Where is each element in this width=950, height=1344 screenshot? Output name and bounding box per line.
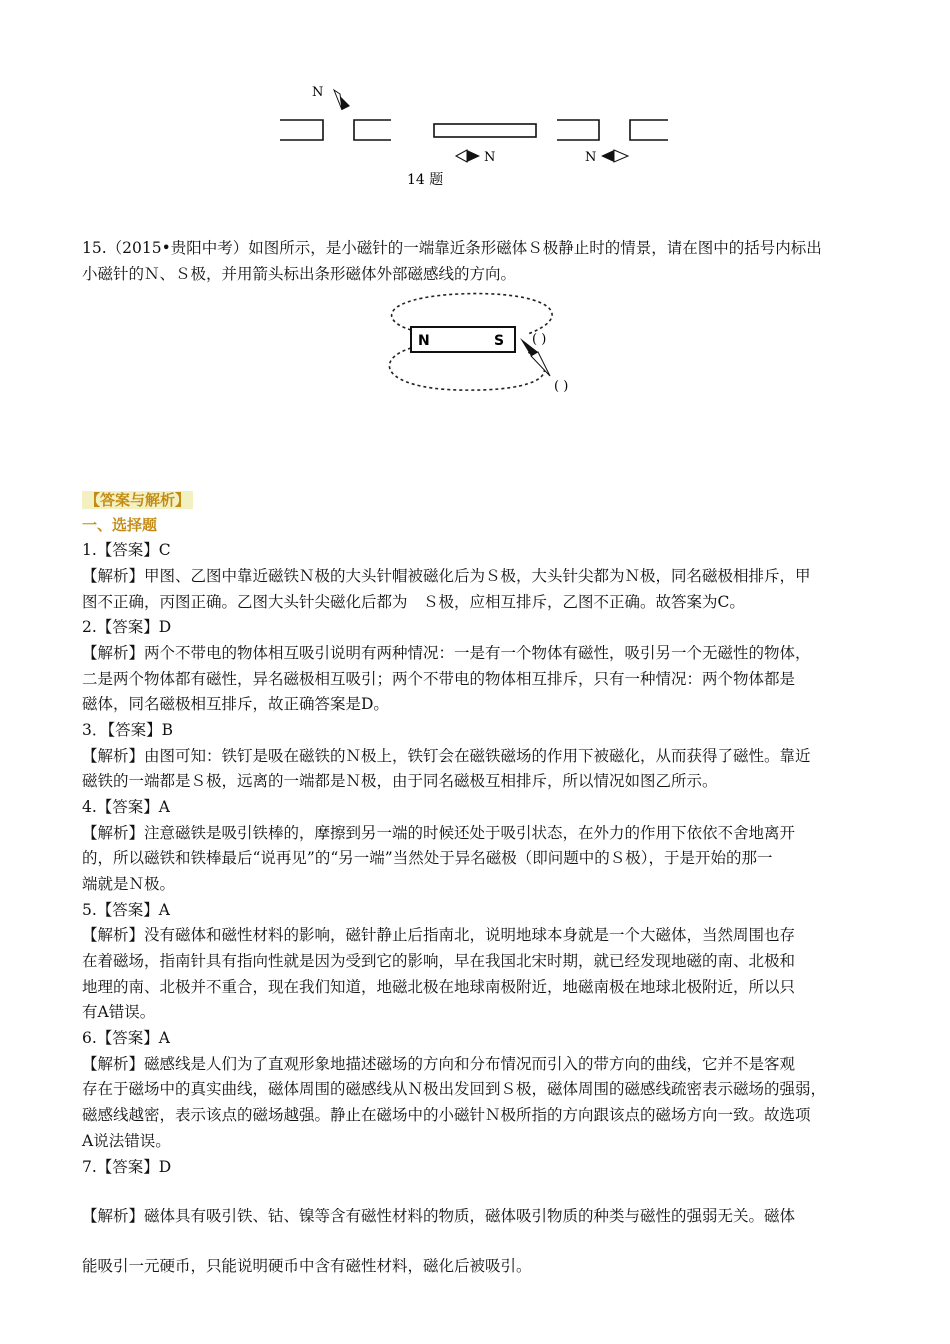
magnet-left-a — [280, 120, 323, 140]
answer-line-13: 的，所以磁铁和铁棒最后“说再见”的“另一端”当然处于异名磁极（即问题中的Ｓ极），于是开始的那一 — [82, 849, 773, 867]
magnet-s-label: S — [494, 333, 505, 349]
label-n-right: N — [585, 150, 597, 165]
figure-15 — [378, 290, 578, 400]
answer-line-9: 【解析】由图可知：铁钉是吸在磁铁的Ｎ极上，铁钉会在磁铁磁场的作用下被磁化，从而获得了磁性。靠近 — [82, 747, 811, 765]
answer-line-21: 【解析】磁感线是人们为了直观形象地描述磁场的方向和分布情况而引入的带方向的曲线，它并不是客观 — [82, 1055, 796, 1073]
answer-line-7: 磁体，同名磁极相互排斥，故正确答案是D。 — [82, 695, 389, 713]
section-title: 一、选择题 — [82, 516, 158, 534]
answer-line-5: 【解析】两个不带电的物体相互吸引说明有两种情况：一是有一个物体有磁性，吸引另一个无磁性的物体， — [82, 644, 811, 662]
answer-line-18: 地理的南、北极并不重合，现在我们知道，地磁北极在地球南极附近，地磁南极在地球北极附近，所以只 — [82, 978, 796, 996]
answer-line-27: 能吸引一元硬币，只能说明硬币中含有磁性材料，磁化后被吸引。 — [82, 1257, 532, 1275]
answer-line-25: 7.【答案】D — [82, 1158, 172, 1176]
magnet-n-label: N — [418, 333, 430, 349]
q15-line-2: 小磁针的Ｎ、Ｓ极，并用箭头标出条形磁体外部磁感线的方向。 — [82, 265, 517, 283]
magnet-right-b — [630, 120, 668, 140]
magnet-left-b — [354, 120, 391, 140]
answer-line-6: 二是两个物体都有磁性，异名磁极相互吸引；两个不带电的物体相互排斥，只有一种情况：两个物体都是 — [82, 670, 796, 688]
answer-line-12: 【解析】注意磁铁是吸引铁棒的，摩擦到另一端的时候还处于吸引状态，在外力的作用下依依不舍地离开 — [82, 824, 796, 842]
answer-line-16: 【解析】没有磁体和磁性材料的影响，磁针静止后指南北，说明地球本身就是一个大磁体，当然周围也存 — [82, 926, 796, 944]
answer-line-22: 存在于磁场中的真实曲线，磁体周围的磁感线从Ｎ极出发回到Ｓ极，磁体周围的磁感线疏密表示磁场的强弱， — [82, 1080, 827, 1098]
bracket-top: ( ) — [532, 332, 547, 347]
label-n-top: N — [312, 85, 324, 100]
magnet-middle — [434, 124, 536, 137]
q15-line-1: 15.（2015•贵阳中考）如图所示，是小磁针的一端靠近条形磁体Ｓ极静止时的情景，请在图中的括号内标出 — [82, 239, 822, 257]
answer-line-20: 6.【答案】A — [82, 1029, 170, 1047]
compass-needle-top — [334, 90, 350, 110]
figure-14 — [270, 80, 680, 190]
answer-line-17: 在着磁场，指南针具有指向性就是因为受到它的影响，早在我国北宋时期，就已经发现地磁的南、北极和 — [82, 952, 796, 970]
magnet-right-a — [557, 120, 599, 140]
answer-line-1: 1.【答案】C — [82, 541, 171, 559]
answer-line-19: 有A错误。 — [82, 1003, 156, 1021]
answer-line-14: 端就是Ｎ极。 — [82, 875, 176, 893]
answer-line-26: 【解析】磁体具有吸引铁、钴、镍等含有磁性材料的物质，磁体吸引物质的种类与磁性的强弱无关。磁体 — [82, 1207, 796, 1225]
bracket-bottom: ( ) — [554, 379, 569, 394]
compass-needle-right — [601, 150, 628, 162]
answer-line-2: 【解析】甲图、乙图中靠近磁铁Ｎ极的大头针帽被磁化后为Ｓ极，大头针尖都为Ｎ极，同名磁极相排斥，甲 — [82, 567, 811, 585]
field-line-bottom — [389, 348, 544, 390]
answer-line-3: 图不正确，丙图正确。乙图大头针尖磁化后都为 Ｓ极，应相互排斥，乙图不正确。故答案为C。 — [82, 593, 745, 611]
answer-banner: 【答案与解析】 — [82, 489, 193, 510]
answer-line-24: A说法错误。 — [82, 1132, 171, 1150]
answer-line-11: 4.【答案】A — [82, 798, 170, 816]
compass-needle-middle — [456, 150, 480, 162]
label-n-mid: N — [484, 150, 496, 165]
answer-line-4: 2.【答案】D — [82, 618, 172, 636]
figure-14-caption: 14 题 — [407, 172, 444, 188]
answer-line-8: 3．【答案】B — [82, 721, 174, 739]
answer-line-10: 磁铁的一端都是Ｓ极，远离的一端都是Ｎ极，由于同名磁极互相排斥，所以情况如图乙所示。 — [82, 772, 718, 790]
answer-line-23: 磁感线越密，表示该点的磁场越强。静止在磁场中的小磁针Ｎ极所指的方向跟该点的磁场方向一致。故选项 — [82, 1106, 811, 1124]
answer-line-15: 5.【答案】A — [82, 901, 170, 919]
